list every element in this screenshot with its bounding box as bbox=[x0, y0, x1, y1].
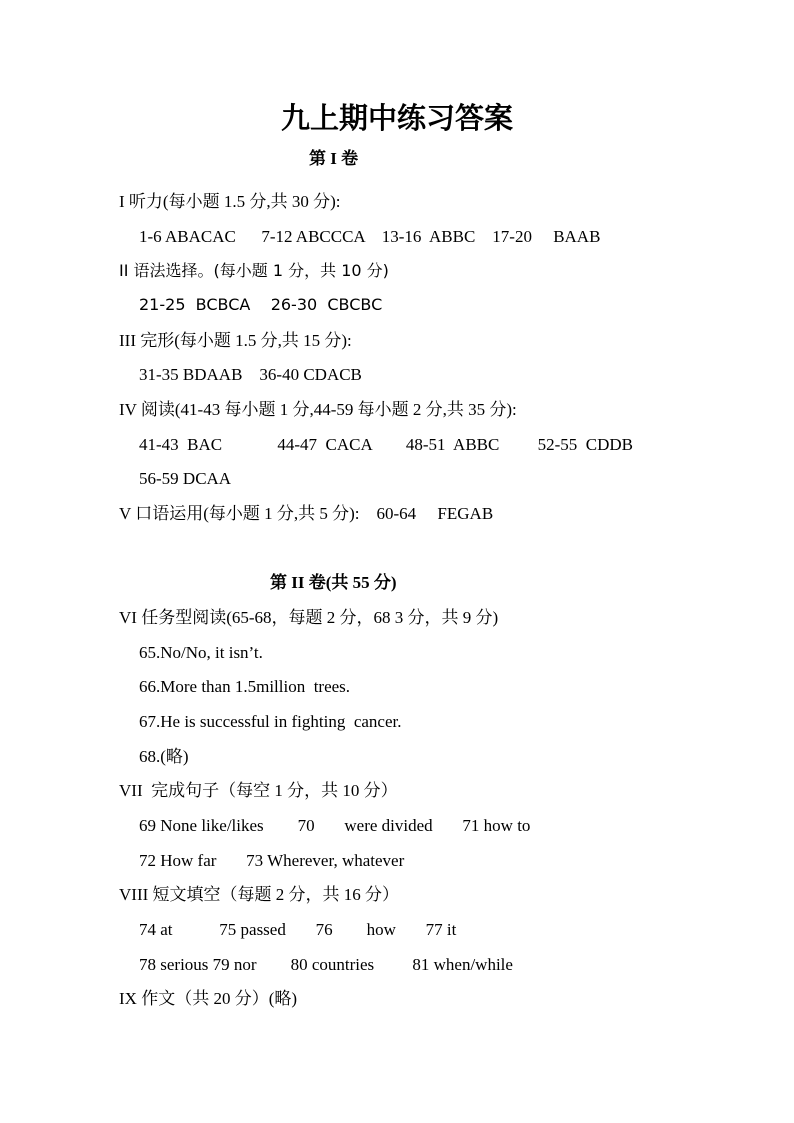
part-5-heading: V 口语运用(每小题 1 分,共 5 分): 60-64 FEGAB bbox=[119, 504, 494, 523]
part-3-heading: III 完形(每小题 1.5 分,共 15 分): bbox=[119, 331, 352, 350]
page-title: 九上期中练习答案 bbox=[280, 101, 513, 135]
answer-67: 67.He is successful in fighting cancer. bbox=[139, 712, 402, 731]
part-2-heading: II 语法选择。(每小题 1 分，共 10 分) bbox=[119, 261, 389, 280]
part-7-line-1: 69 None like/likes 70 were divided 71 how to bbox=[139, 816, 531, 835]
answer-66: 66.More than 1.5million trees. bbox=[139, 677, 351, 696]
section-1-heading: 第 I 卷 bbox=[309, 149, 359, 168]
part-3-answers: 31-35 BDAAB 36-40 CDACB bbox=[139, 365, 362, 384]
part-8-line-1: 74 at 75 passed 76 how 77 it bbox=[139, 920, 457, 939]
part-8-line-2: 78 serious 79 nor 80 countries 81 when/while bbox=[139, 955, 513, 974]
part-4-heading: IV 阅读(41-43 每小题 1 分,44-59 每小题 2 分,共 35 分): bbox=[119, 400, 517, 419]
part-6-heading: VI 任务型阅读(65-68，每题 2 分，68 3 分，共 9 分) bbox=[119, 608, 499, 627]
answer-65: 65.No/No, it isn’t. bbox=[139, 643, 263, 662]
part-8-heading: VIII 短文填空（每题 2 分，共 16 分） bbox=[119, 885, 400, 904]
part-7-heading: VII 完成句子（每空 1 分，共 10 分） bbox=[119, 781, 398, 800]
part-4-answers-line-1: 41-43 BAC 44-47 CACA 48-51 ABBC 52-55 CDDB bbox=[139, 435, 633, 454]
part-9-heading: IX 作文（共 20 分）(略) bbox=[119, 989, 298, 1008]
part-1-heading: I 听力(每小题 1.5 分,共 30 分): bbox=[119, 192, 341, 211]
answer-68: 68.(略) bbox=[139, 747, 189, 766]
section-2-heading: 第 II 卷(共 55 分) bbox=[270, 573, 397, 592]
part-7-line-2: 72 How far 73 Wherever, whatever bbox=[139, 851, 405, 870]
part-2-answers: 21-25 BCBCA 26-30 CBCBC bbox=[139, 295, 383, 314]
part-1-answers: 1-6 ABACAC 7-12 ABCCCA 13-16 ABBC 17-20 BAAB bbox=[139, 227, 601, 246]
part-4-answers-line-2: 56-59 DCAA bbox=[139, 469, 232, 488]
